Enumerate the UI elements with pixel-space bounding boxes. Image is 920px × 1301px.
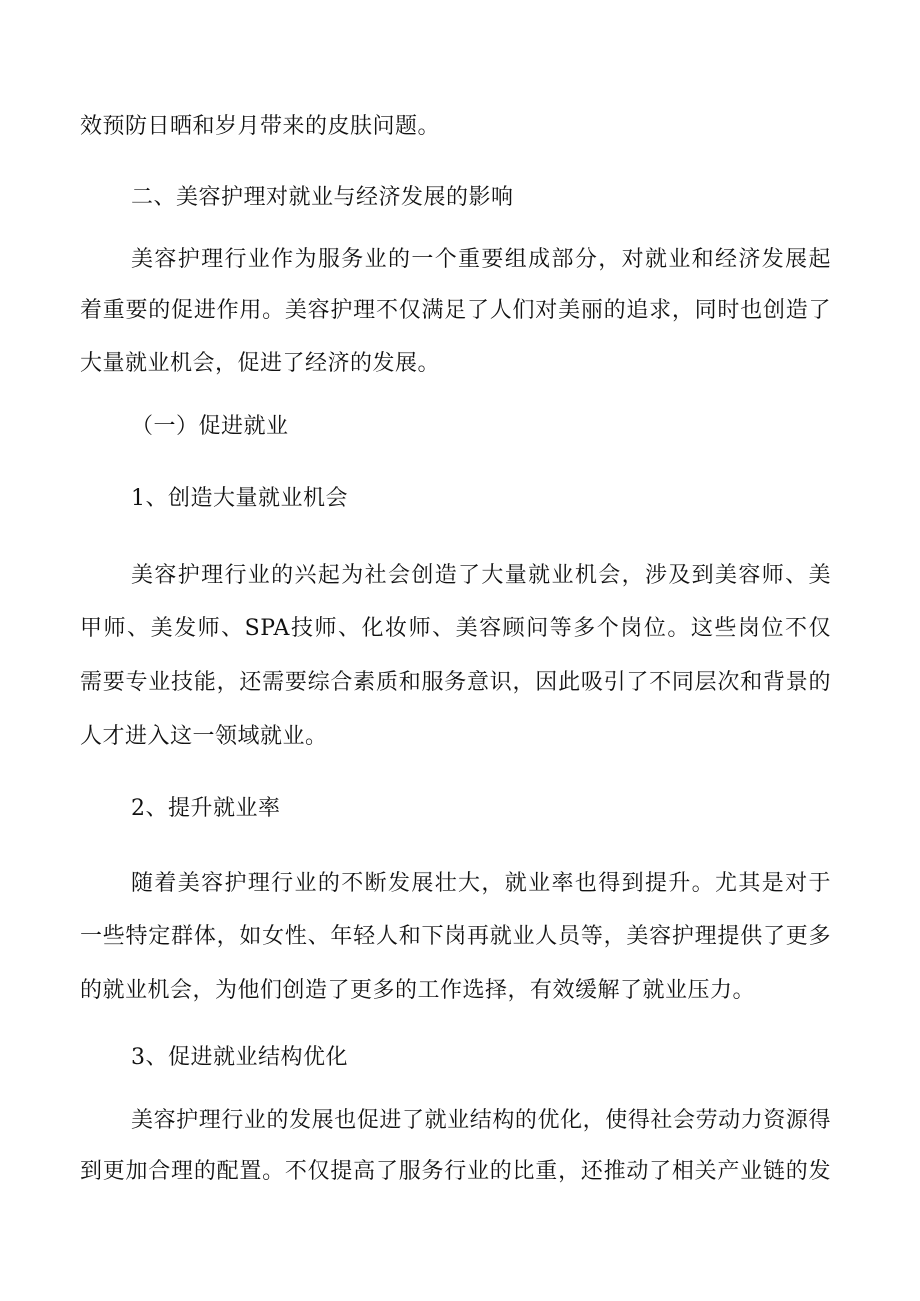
item-heading: 2、提升就业率	[131, 796, 281, 821]
item-heading: 3、促进就业结构优化	[131, 1045, 348, 1070]
paragraph-line: 随着美容护理行业的不断发展壮大，就业率也得到提升。尤其是对于	[131, 871, 831, 896]
paragraph-line: 着重要的促进作用。美容护理不仅满足了人们对美丽的追求，同时也创造了	[80, 298, 831, 323]
paragraph-line: 需要专业技能，还需要综合素质和服务意识，因此吸引了不同层次和背景的	[80, 670, 831, 695]
subsection-heading: （一）促进就业	[131, 414, 289, 439]
item-heading: 1、创造大量就业机会	[131, 486, 348, 511]
paragraph-line: 人才进入这一领域就业。	[80, 724, 328, 749]
paragraph-line: 一些特定群体，如女性、年轻人和下岗再就业人员等，美容护理提供了更多	[80, 924, 831, 949]
paragraph-line: 大量就业机会，促进了经济的发展。	[80, 351, 441, 376]
paragraph-line: 的就业机会，为他们创造了更多的工作选择，有效缓解了就业压力。	[80, 978, 756, 1003]
paragraph-line: 到更加合理的配置。不仅提高了服务行业的比重，还推动了相关产业链的发	[80, 1159, 831, 1184]
paragraph-line: 甲师、美发师、SPA技师、化妆师、美容顾问等多个岗位。这些岗位不仅	[80, 616, 831, 641]
paragraph-line: 美容护理行业的发展也促进了就业结构的优化，使得社会劳动力资源得	[131, 1108, 831, 1133]
text-line: 效预防日晒和岁月带来的皮肤问题。	[80, 114, 441, 139]
paragraph-line: 美容护理行业作为服务业的一个重要组成部分，对就业和经济发展起	[131, 247, 831, 272]
section-heading: 二、美容护理对就业与经济发展的影响	[131, 185, 514, 210]
paragraph-line: 美容护理行业的兴起为社会创造了大量就业机会，涉及到美容师、美	[131, 563, 831, 588]
